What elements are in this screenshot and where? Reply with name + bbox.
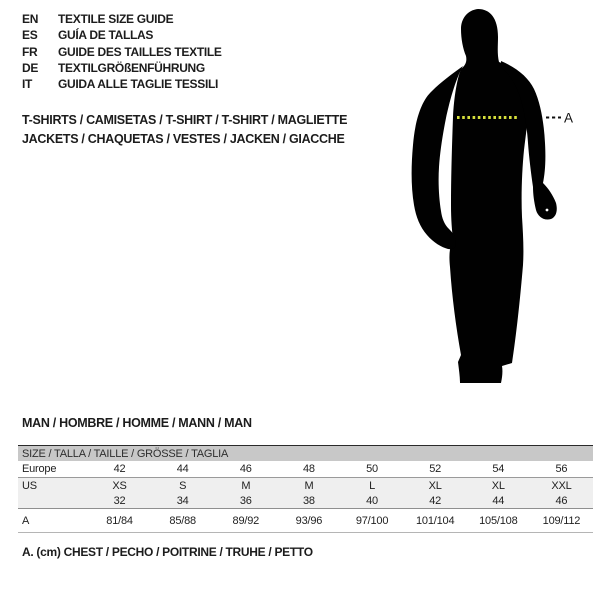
size-value: 81/84 bbox=[106, 514, 133, 527]
language-title: GUIDA ALLE TAGLIE TESSILI bbox=[58, 77, 219, 92]
size-value: 44 bbox=[176, 463, 189, 475]
measurement-label-a: A bbox=[564, 110, 574, 126]
size-value: L bbox=[369, 479, 376, 492]
language-code: IT bbox=[22, 77, 33, 92]
size-value: 97/100 bbox=[355, 514, 389, 527]
size-value: 46 bbox=[239, 463, 252, 475]
row-label: Europe bbox=[22, 463, 57, 475]
table-row bbox=[18, 478, 593, 493]
language-title: TEXTILGRÖßENFÜHRUNG bbox=[58, 61, 205, 76]
category-line-tshirts: T-SHIRTS / CAMISETAS / T-SHIRT / T-SHIRT / MAGLIETTE bbox=[22, 113, 348, 127]
size-value: 105/108 bbox=[479, 514, 518, 527]
table-row bbox=[18, 493, 593, 509]
size-value: 32 bbox=[113, 494, 126, 507]
row-label: US bbox=[22, 479, 37, 492]
man-silhouette-svg bbox=[405, 5, 575, 385]
man-silhouette-figure bbox=[405, 5, 575, 385]
size-value: S bbox=[179, 479, 187, 492]
table-row bbox=[18, 461, 593, 478]
size-value: XS bbox=[112, 479, 127, 492]
size-value: XL bbox=[428, 479, 442, 492]
size-value: 109/112 bbox=[542, 514, 581, 527]
size-table-rows bbox=[18, 461, 593, 532]
size-value: XL bbox=[491, 479, 505, 492]
size-value: 50 bbox=[366, 463, 378, 475]
size-value: 44 bbox=[492, 494, 505, 507]
size-value: 85/88 bbox=[169, 514, 196, 527]
size-value: 40 bbox=[366, 494, 378, 507]
size-value: 101/104 bbox=[416, 514, 455, 527]
size-value: 46 bbox=[555, 494, 568, 507]
language-title: TEXTILE SIZE GUIDE bbox=[58, 12, 174, 27]
size-value: 54 bbox=[492, 463, 505, 475]
size-value: M bbox=[241, 479, 251, 492]
body-silhouette bbox=[449, 9, 532, 383]
size-table-header: SIZE / TALLA / TAILLE / GRÖSSE / TAGLIA bbox=[18, 446, 593, 461]
language-row bbox=[22, 44, 222, 60]
size-value: 42 bbox=[113, 463, 126, 475]
language-code: ES bbox=[22, 28, 38, 43]
size-value: 42 bbox=[429, 494, 442, 507]
size-value: M bbox=[304, 479, 314, 492]
language-title: GUIDE DES TAILLES TEXTILE bbox=[58, 44, 222, 59]
hand-highlight bbox=[546, 209, 549, 212]
size-table bbox=[18, 445, 593, 533]
language-row bbox=[22, 76, 222, 92]
category-line-jackets: JACKETS / CHAQUETAS / VESTES / JACKEN / GIACCHE bbox=[22, 131, 345, 146]
size-value: 93/96 bbox=[295, 514, 323, 527]
language-code: EN bbox=[22, 12, 39, 27]
size-value: 56 bbox=[555, 463, 568, 475]
language-row bbox=[22, 60, 222, 76]
language-code: FR bbox=[22, 44, 38, 59]
language-code: DE bbox=[22, 61, 39, 76]
size-value: 34 bbox=[176, 494, 189, 507]
measurement-footnote: A. (cm) CHEST / PECHO / POITRINE / TRUHE / PETTO bbox=[22, 545, 313, 559]
language-title-list bbox=[22, 11, 222, 92]
language-title: GUÍA DE TALLAS bbox=[58, 28, 154, 43]
size-value: 38 bbox=[303, 494, 315, 507]
size-value: 52 bbox=[429, 463, 442, 475]
size-value: 48 bbox=[303, 463, 315, 475]
size-value: 36 bbox=[239, 494, 252, 507]
size-value: 89/92 bbox=[232, 514, 260, 527]
language-row bbox=[22, 11, 222, 27]
garment-categories bbox=[22, 111, 347, 148]
row-label: A bbox=[22, 514, 30, 527]
language-row bbox=[22, 27, 222, 43]
table-row bbox=[18, 509, 593, 532]
size-value: XXL bbox=[551, 479, 572, 492]
section-title-man: MAN / HOMBRE / HOMME / MANN / MAN bbox=[22, 416, 252, 430]
